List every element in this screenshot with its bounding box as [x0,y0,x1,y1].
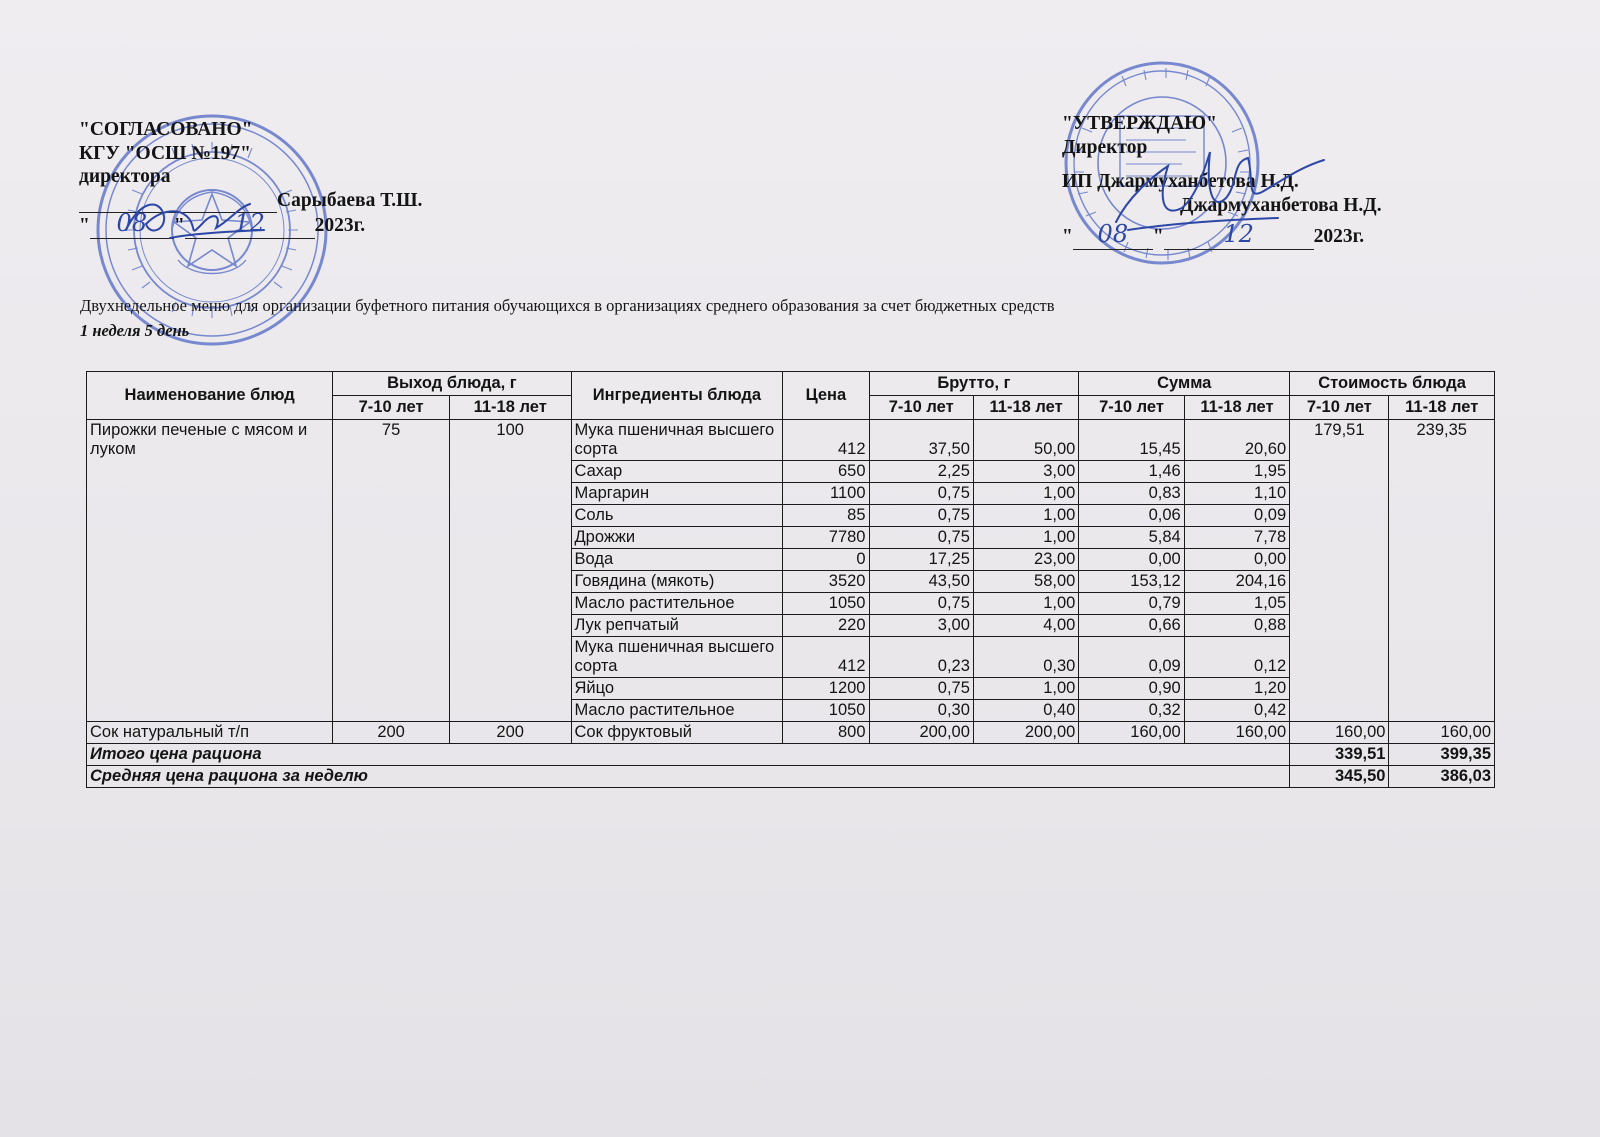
ingredient-brutto-7-10: 37,50 [869,420,973,461]
ingredient-brutto-11-18: 58,00 [973,571,1078,593]
header-yield: Выход блюда, г [333,372,571,396]
ingredient-brutto-11-18: 50,00 [973,420,1078,461]
ingredient-sum-11-18: 1,95 [1184,461,1289,483]
header-age-11-18: 11-18 лет [1389,396,1495,420]
date-month-blank [1164,220,1314,250]
ingredient-sum-7-10: 0,00 [1079,549,1184,571]
ingredient-price: 412 [783,420,869,461]
ingredient-name: Лук репчатый [571,615,783,637]
ingredient-brutto-7-10: 0,75 [869,527,973,549]
header-ingredients: Ингредиенты блюда [571,372,783,420]
ingredient-brutto-11-18: 4,00 [973,615,1078,637]
ingredient-sum-7-10: 0,32 [1079,700,1184,722]
ingredient-price: 1050 [783,593,869,615]
ingredient-brutto-7-10: 0,23 [869,637,973,678]
ingredient-sum-7-10: 153,12 [1079,571,1184,593]
ingredient-brutto-11-18: 1,00 [973,483,1078,505]
ingredient-sum-11-18: 1,10 [1184,483,1289,505]
date-quote-open: " [1062,226,1073,247]
ingredient-price: 1100 [783,483,869,505]
ingredient-sum-11-18: 7,78 [1184,527,1289,549]
dish-cost-7-10: 160,00 [1290,722,1389,744]
ingredient-sum-11-18: 160,00 [1184,722,1289,744]
approval-position: директора [79,166,171,187]
dish-cost-7-10: 179,51 [1290,420,1389,722]
ingredient-price: 1200 [783,678,869,700]
ingredient-brutto-11-18: 1,00 [973,593,1078,615]
date-day: 08 [1097,220,1129,248]
ingredient-sum-7-10: 0,83 [1079,483,1184,505]
header-sum: Сумма [1079,372,1290,396]
ingredient-brutto-11-18: 1,00 [973,505,1078,527]
ingredient-row [87,420,1495,461]
ingredient-sum-11-18: 1,20 [1184,678,1289,700]
date-year: 2023г. [1313,226,1365,247]
header-age-11-18: 11-18 лет [1184,396,1289,420]
ingredient-name: Яйцо [571,678,783,700]
ingredient-name: Масло растительное [571,593,783,615]
header-dish: Наименование блюд [87,372,333,420]
ingredient-price: 412 [783,637,869,678]
approval-organization: КГУ "ОСШ №197" [79,142,252,164]
ingredient-name: Мука пшеничная высшего сорта [571,637,783,678]
header-brutto: Брутто, г [869,372,1079,396]
ingredient-brutto-11-18: 200,00 [973,722,1078,744]
menu-table-body [87,420,1495,788]
ingredient-price: 1050 [783,700,869,722]
header-age-11-18: 11-18 лет [973,396,1078,420]
date-quote-close: " [1152,226,1164,247]
ingredient-name: Говядина (мякоть) [571,571,783,593]
ingredient-sum-11-18: 0,09 [1184,505,1289,527]
ingredient-name: Вода [571,549,783,571]
document-title: Двухнедельное меню для организации буфетного питания обучающихся в организациях среднего образования за счет бюджетных средств [80,296,1055,315]
ingredient-brutto-11-18: 23,00 [973,549,1078,571]
dish-name: Пирожки печеные с мясом и луком [87,420,333,722]
header-age-7-10: 7-10 лет [333,396,450,420]
total-v7-10: 345,50 [1290,766,1389,788]
ingredient-brutto-11-18: 0,30 [973,637,1078,678]
ingredient-name: Масло растительное [571,700,783,722]
ingredient-sum-11-18: 0,42 [1184,700,1289,722]
date-quote-open: " [79,215,90,236]
ingredient-sum-7-10: 0,79 [1079,593,1184,615]
approval-date [79,209,422,237]
header-row-1 [87,372,1495,396]
ingredient-name: Сок фруктовый [571,722,783,744]
header-age-11-18: 11-18 лет [449,396,571,420]
ingredient-sum-11-18: 20,60 [1184,420,1289,461]
ingredient-sum-7-10: 0,90 [1079,678,1184,700]
ingredient-sum-7-10: 15,45 [1079,420,1184,461]
approval-signature-line [1062,194,1382,218]
total-row [87,744,1495,766]
ingredient-sum-7-10: 0,66 [1079,615,1184,637]
approval-position: Директор [1062,136,1148,158]
ingredient-sum-7-10: 0,06 [1079,505,1184,527]
date-day-blank [90,209,174,239]
date-quote-close: " [173,215,185,236]
ingredient-name: Маргарин [571,483,783,505]
approval-block-right [1062,112,1382,247]
ingredient-brutto-11-18: 3,00 [973,461,1078,483]
approver-name: Джармуханбетова Н.Д. [1180,194,1382,216]
approval-block-left [79,118,422,236]
total-row [87,766,1495,788]
header-cost: Стоимость блюда [1290,372,1495,396]
ingredient-brutto-7-10: 43,50 [869,571,973,593]
ingredient-brutto-7-10: 3,00 [869,615,973,637]
dish-yield-11-18: 100 [449,420,571,722]
ingredient-sum-11-18: 0,00 [1184,549,1289,571]
ingredient-price: 800 [783,722,869,744]
date-month-blank [185,209,315,239]
header-age-7-10: 7-10 лет [1290,396,1389,420]
ingredient-price: 85 [783,505,869,527]
ingredient-row [87,722,1495,744]
date-day: 08 [116,209,148,237]
ingredient-price: 3520 [783,571,869,593]
date-month: 12 [234,209,265,237]
dish-cost-11-18: 160,00 [1389,722,1495,744]
ingredient-brutto-7-10: 0,75 [869,593,973,615]
ingredient-brutto-7-10: 200,00 [869,722,973,744]
ingredient-name: Дрожжи [571,527,783,549]
approval-date [1062,217,1382,247]
approval-label: "СОГЛАСОВАНО" [79,119,253,140]
ingredient-sum-11-18: 204,16 [1184,571,1289,593]
document-subtitle: 1 неделя 5 день [80,321,190,340]
ingredient-price: 650 [783,461,869,483]
header-price: Цена [783,372,869,420]
dish-yield-7-10: 75 [333,420,450,722]
ingredient-name: Мука пшеничная высшего сорта [571,420,783,461]
ingredient-sum-7-10: 160,00 [1079,722,1184,744]
ingredient-price: 220 [783,615,869,637]
dish-yield-7-10: 200 [333,722,450,744]
dish-name: Сок натуральный т/п [87,722,333,744]
ingredient-price: 7780 [783,527,869,549]
ingredient-sum-7-10: 0,09 [1079,637,1184,678]
approval-label: "УТВЕРЖДАЮ" [1062,113,1217,134]
header-age-7-10: 7-10 лет [869,396,973,420]
total-v7-10: 339,51 [1290,744,1389,766]
ingredient-brutto-11-18: 1,00 [973,527,1078,549]
ingredient-name: Соль [571,505,783,527]
ingredient-brutto-7-10: 0,30 [869,700,973,722]
approver-name: Сарыбаева Т.Ш. [277,189,423,211]
ingredient-brutto-7-10: 0,75 [869,483,973,505]
ingredient-sum-11-18: 0,88 [1184,615,1289,637]
total-v11-18: 399,35 [1389,744,1495,766]
ingredient-brutto-11-18: 0,40 [973,700,1078,722]
dish-yield-11-18: 200 [449,722,571,744]
approval-organization: ИП Джармуханбетова Н.Д. [1062,171,1299,192]
total-label: Итого цена рациона [87,744,1290,766]
ingredient-brutto-7-10: 17,25 [869,549,973,571]
date-year: 2023г. [314,215,366,236]
ingredient-sum-7-10: 1,46 [1079,461,1184,483]
dish-cost-11-18: 239,35 [1389,420,1495,722]
total-label: Средняя цена рациона за неделю [87,766,1290,788]
ingredient-sum-11-18: 1,05 [1184,593,1289,615]
ingredient-brutto-11-18: 1,00 [973,678,1078,700]
menu-table [86,371,1495,788]
ingredient-price: 0 [783,549,869,571]
date-day-blank [1073,220,1153,250]
ingredient-brutto-7-10: 0,75 [869,678,973,700]
date-month: 12 [1223,220,1254,248]
ingredient-sum-7-10: 5,84 [1079,527,1184,549]
header-age-7-10: 7-10 лет [1079,396,1184,420]
total-v11-18: 386,03 [1389,766,1495,788]
ingredient-name: Сахар [571,461,783,483]
ingredient-brutto-7-10: 2,25 [869,461,973,483]
ingredient-sum-11-18: 0,12 [1184,637,1289,678]
ingredient-brutto-7-10: 0,75 [869,505,973,527]
